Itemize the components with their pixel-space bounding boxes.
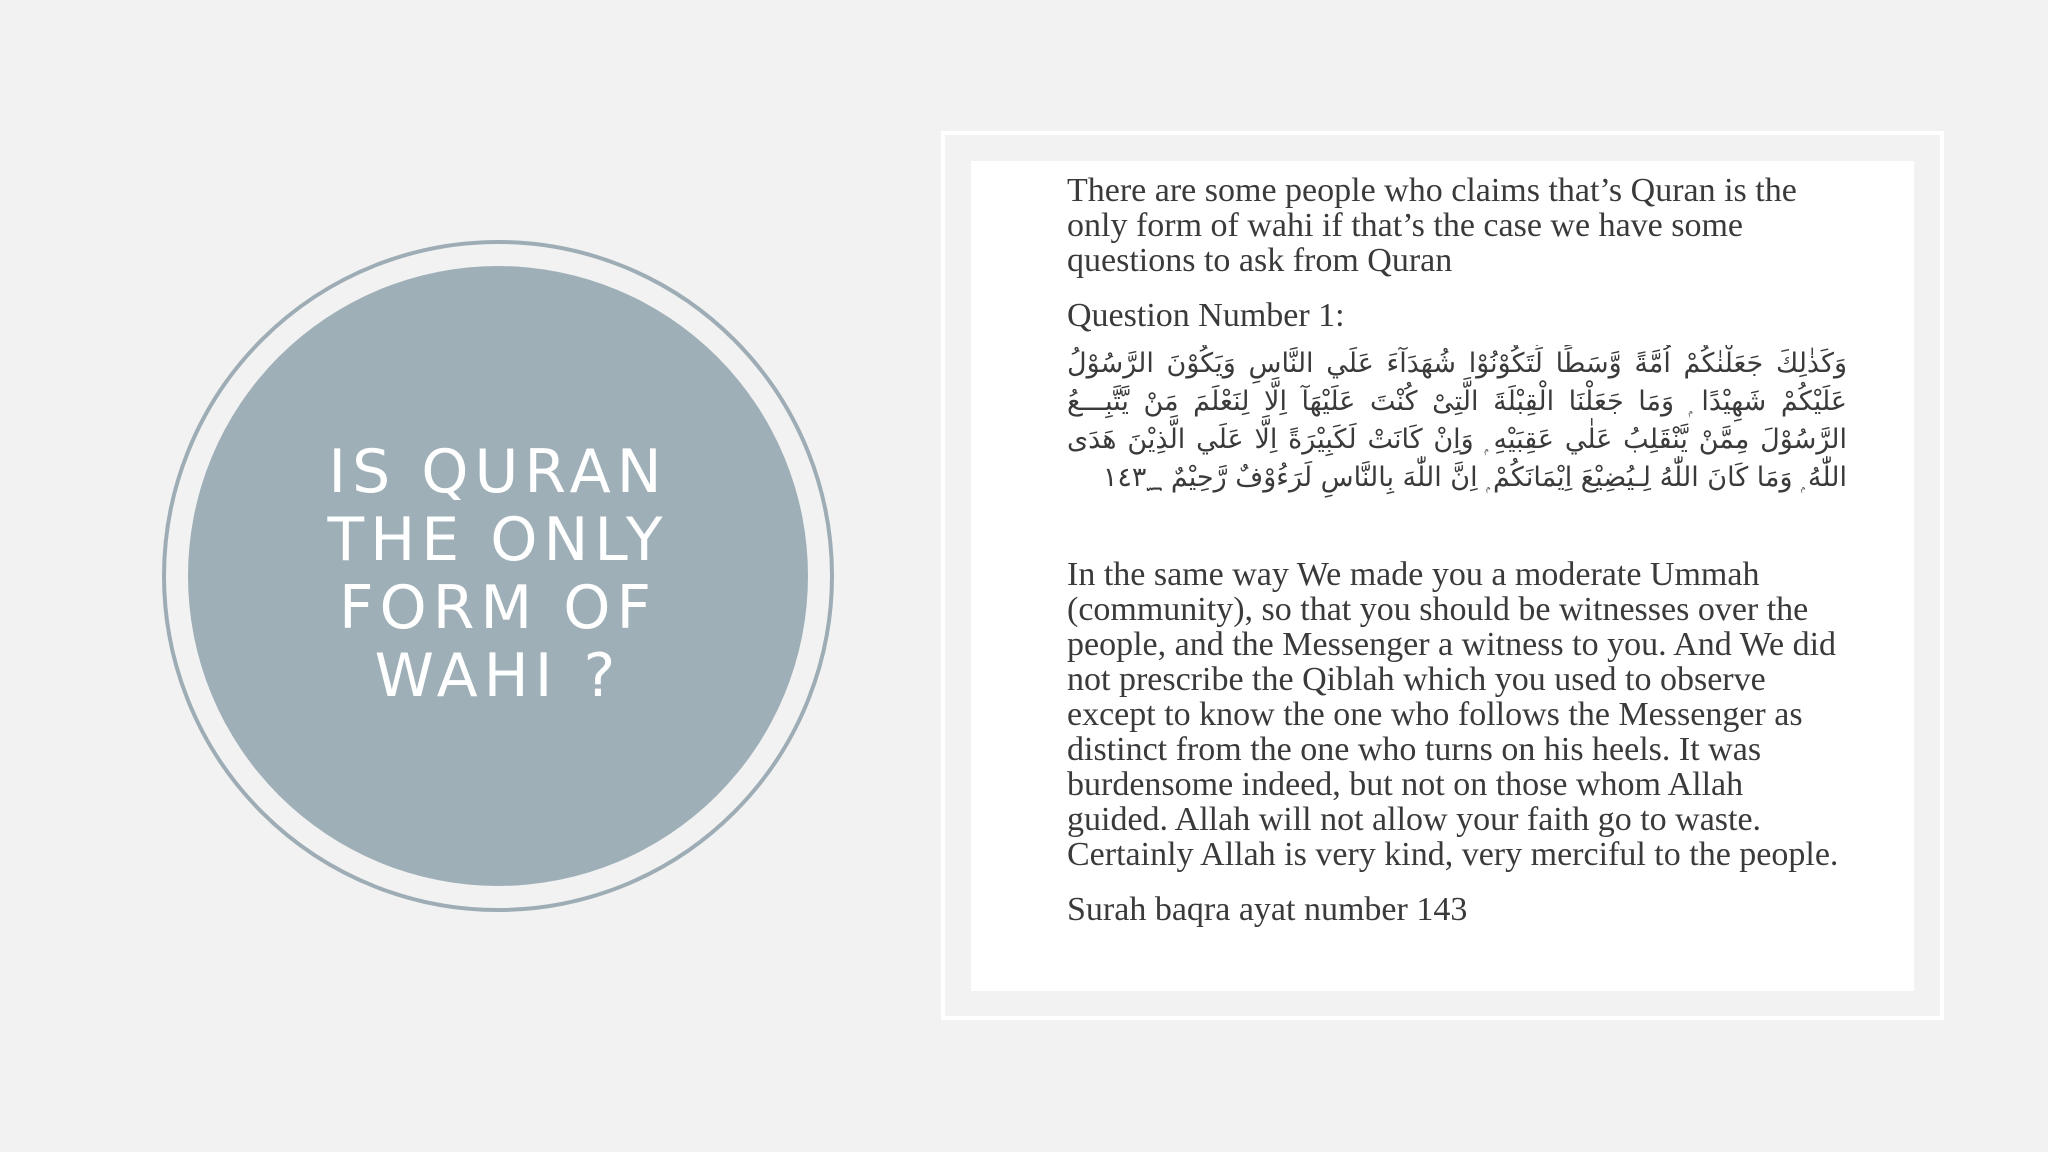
slide-title-line: WAHI ? (374, 641, 622, 711)
intro-paragraph: There are some people who claims that’s Quran is the only form of wahi if that’s the case we have some questions to ask from Quran (1067, 172, 1797, 279)
translation-paragraph: In the same way We made you a moderate Ummah (community), so that you should be witnesses over the people, and the Messenger a witness to you. And We did not prescribe the Qiblah which you used to observe except to know the one who follows the Messenger as distinct from the one who turns on his heels. It was burdensome indeed, but not on those whom Allah guided. Allah will not allow your faith go to waste. Certainly Allah is very kind, very merciful to the people. (1067, 556, 1839, 873)
title-circle (188, 266, 808, 886)
content-panel (971, 161, 1914, 991)
arabic-verse: وَكَذٰلِكَ جَعَلْنٰكُمْ اُمَّةً وَّسَطًا لِّتَكُوْنُوْا شُهَدَآءَ عَلَي النَّاسِ وَيَكُوْنَ الرَّسُوْلُ عَلَيْكُمْ شَهِيْدًا ۭ وَمَا جَعَلْنَا الْقِبْلَةَ الَّتِىْ كُنْتَ عَلَيْهَآ اِلَّا لِنَعْلَمَ مَنْ يَّتَّبِـــعُ الرَّسُوْلَ مِمَّنْ يَّنْقَلِبُ عَلٰي عَقِبَيْهِ ۭ وَاِنْ كَانَتْ لَكَبِيْرَةً اِلَّا عَلَي الَّذِيْنَ ھَدَى اللّٰهُ ۭ وَمَا كَانَ اللّٰهُ لِـيُضِيْعَ اِيْمَانَكُمْ ۭ اِنَّ اللّٰهَ بِالنَّاسِ لَرَءُوْفٌ رَّحِيْمٌ ١٤٣؁ (1067, 348, 1847, 493)
content-text (1067, 173, 1847, 927)
slide-title-line: THE ONLY (327, 505, 669, 575)
slide-title-line: FORM OF (338, 573, 657, 643)
question-label: Question Number 1: (1067, 297, 1345, 334)
slide-title (288, 438, 708, 710)
slide-title-line: IS QURAN (328, 437, 668, 507)
verse-reference: Surah baqra ayat number 143 (1067, 891, 1468, 928)
